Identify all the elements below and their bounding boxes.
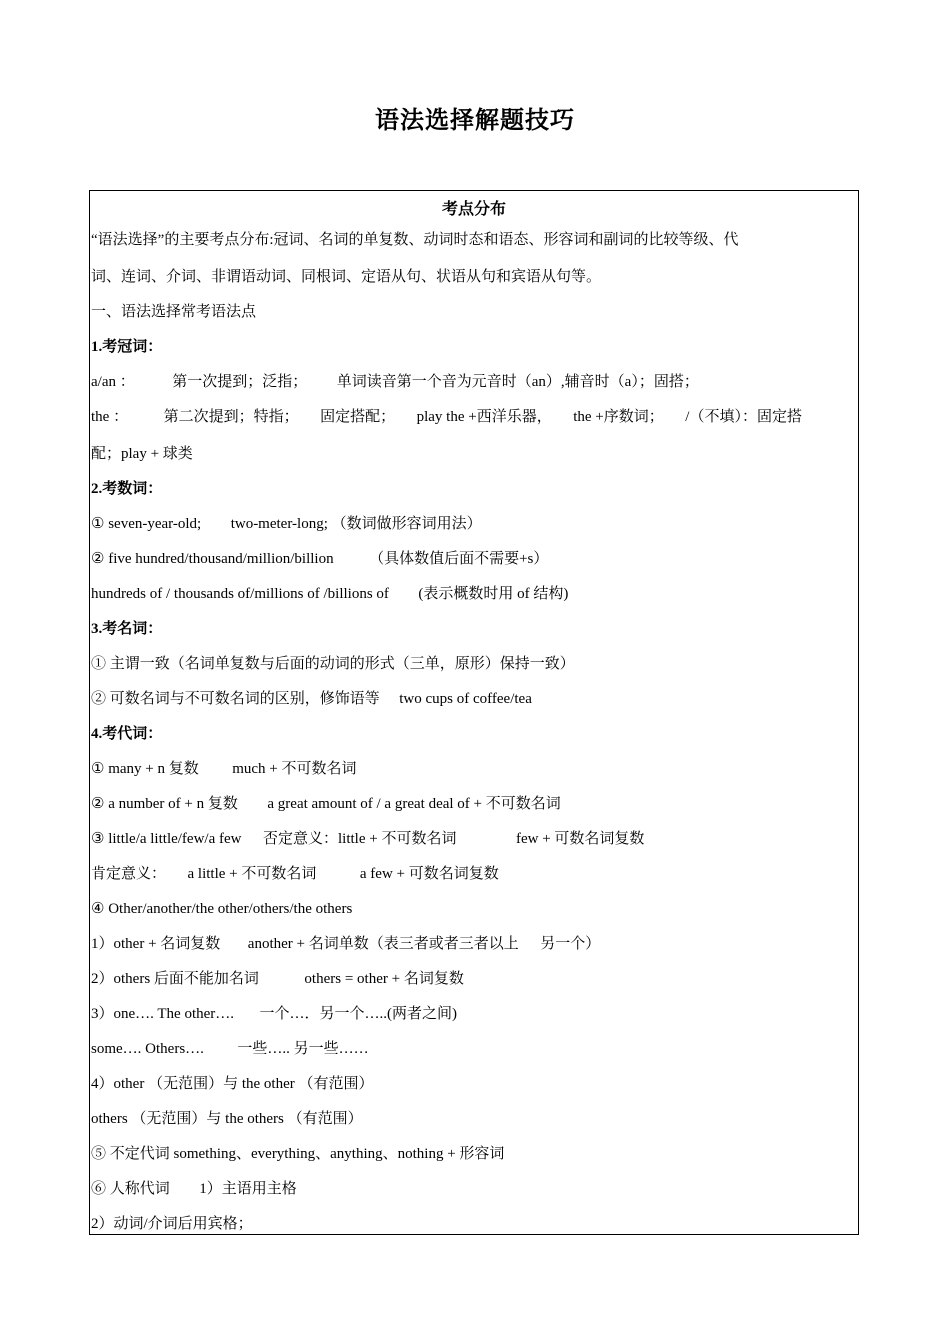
section-heading: 一、语法选择常考语法点 <box>91 304 257 320</box>
pronoun-7b: others = other + 名词复数 <box>304 971 464 987</box>
the-label: the ： <box>91 409 129 425</box>
numeral-2b: （具体数值后面不需要+s） <box>369 551 549 567</box>
pronoun-3a: ③ little/a little/few/a few <box>91 831 242 847</box>
page-title: 语法选择解题技巧 <box>375 108 575 134</box>
pronoun-3c: few + 可数名词复数 <box>515 831 645 847</box>
pronoun-4b: a little + 不可数名词 <box>187 866 317 882</box>
pronoun-line-14: 2）动词/介词后用宾格； <box>91 1216 253 1232</box>
article-a-an <box>91 372 858 392</box>
pronoun-8a: 3）one…. The other…. <box>91 1006 235 1022</box>
pronoun-6c: 另一个） <box>540 936 601 952</box>
pronoun-line-2 <box>91 794 858 814</box>
pronoun-line-6 <box>91 934 858 954</box>
a-an-label: a/an ： <box>91 374 135 390</box>
pronoun-9a: some…. Others…. <box>91 1041 204 1057</box>
the-usage-5: /（不填）：固定搭 <box>685 409 802 425</box>
pronoun-line-7 <box>91 969 858 989</box>
the-usage-2: 固定搭配； <box>320 409 396 425</box>
pronoun-line-9 <box>91 1039 858 1059</box>
numeral-line-2 <box>91 549 858 569</box>
pronoun-line-13 <box>91 1179 858 1199</box>
intro-line-2: 词、连词、介词、非谓语动词、同根词、定语从句、状语从句和宾语从句等。 <box>91 269 602 285</box>
pronoun-9b: 一些….. 另一些…… <box>237 1041 369 1057</box>
pronoun-line-10: 4）other （无范围）与 the other （有范围） <box>91 1076 374 1092</box>
noun-2a: ② 可数名词与不可数名词的区别，修饰语等 <box>91 691 380 707</box>
pronoun-4a: 肯定意义： <box>91 866 167 882</box>
pronoun-13b: 1）主语用主格 <box>199 1181 297 1197</box>
noun-2b: two cups of coffee/tea <box>399 691 532 707</box>
pronoun-line-12: ⑤ 不定代词 something、everything、anything、nothing + 形容词 <box>91 1146 505 1162</box>
heading-numeral: 2.考数词： <box>91 481 163 497</box>
numeral-line-3 <box>91 584 858 604</box>
pronoun-7a: 2）others 后面不能加名词 <box>91 971 259 987</box>
numeral-3b: (表示概数时用 of 结构) <box>418 586 569 602</box>
pronoun-1b: much + 不可数名词 <box>232 761 357 777</box>
numeral-line-1 <box>91 514 858 534</box>
pronoun-line-8 <box>91 1004 858 1024</box>
heading-pronoun: 4.考代词： <box>91 726 163 742</box>
pronoun-13a: ⑥ 人称代词 <box>91 1181 170 1197</box>
table-header: 考点分布 <box>441 201 506 218</box>
pronoun-line-5: ④ Other/another/the other/others/the others <box>91 901 353 917</box>
numeral-2a: ② five hundred/thousand/million/billion <box>91 551 334 567</box>
a-an-usage-1: 第一次提到；泛指； <box>172 374 308 390</box>
pronoun-4c: a few + 可数名词复数 <box>359 866 499 882</box>
pronoun-line-11: others （无范围）与 the others （有范围） <box>91 1111 363 1127</box>
heading-article: 1.考冠词： <box>91 339 163 355</box>
numeral-1a: ① seven-year-old; <box>91 516 202 532</box>
numeral-1b: two-meter-long; （数词做形容词用法） <box>230 516 482 532</box>
pronoun-2a: ② a number of + n 复数 <box>91 796 238 812</box>
the-usage-3: play the +西洋乐器， <box>416 409 552 425</box>
content-table <box>89 190 859 1235</box>
article-the-cont: 配；play + 球类 <box>91 446 193 462</box>
pronoun-line-1 <box>91 759 858 779</box>
pronoun-3b: 否定意义：little + 不可数名词 <box>262 831 457 847</box>
a-an-usage-2: 单词读音第一个音为元音时（an）,辅音时（a）；固搭； <box>336 374 699 390</box>
pronoun-6a: 1）other + 名词复数 <box>91 936 221 952</box>
numeral-3a: hundreds of / thousands of/millions of /billions of <box>91 586 389 602</box>
intro-line-1: “语法选择”的主要考点分布:冠词、名词的单复数、动词时态和语态、形容词和副词的比较等级、代 <box>91 232 739 248</box>
noun-line-1: ① 主谓一致（名词单复数与后面的动词的形式（三单，原形）保持一致） <box>91 656 575 672</box>
pronoun-2b: a great amount of / a great deal of + 不可数名词 <box>267 796 561 812</box>
pronoun-line-3 <box>91 829 858 849</box>
the-usage-4: the +序数词； <box>573 409 664 425</box>
noun-line-2 <box>91 689 858 709</box>
pronoun-line-4 <box>91 864 858 884</box>
pronoun-1a: ① many + n 复数 <box>91 761 199 777</box>
article-the <box>91 407 858 427</box>
pronoun-6b: another + 名词单数（表三者或者三者以上 <box>247 936 519 952</box>
heading-noun: 3.考名词： <box>91 621 163 637</box>
the-usage-1: 第二次提到；特指； <box>163 409 299 425</box>
pronoun-8b: 一个…．另一个…..(两者之间) <box>259 1006 458 1022</box>
